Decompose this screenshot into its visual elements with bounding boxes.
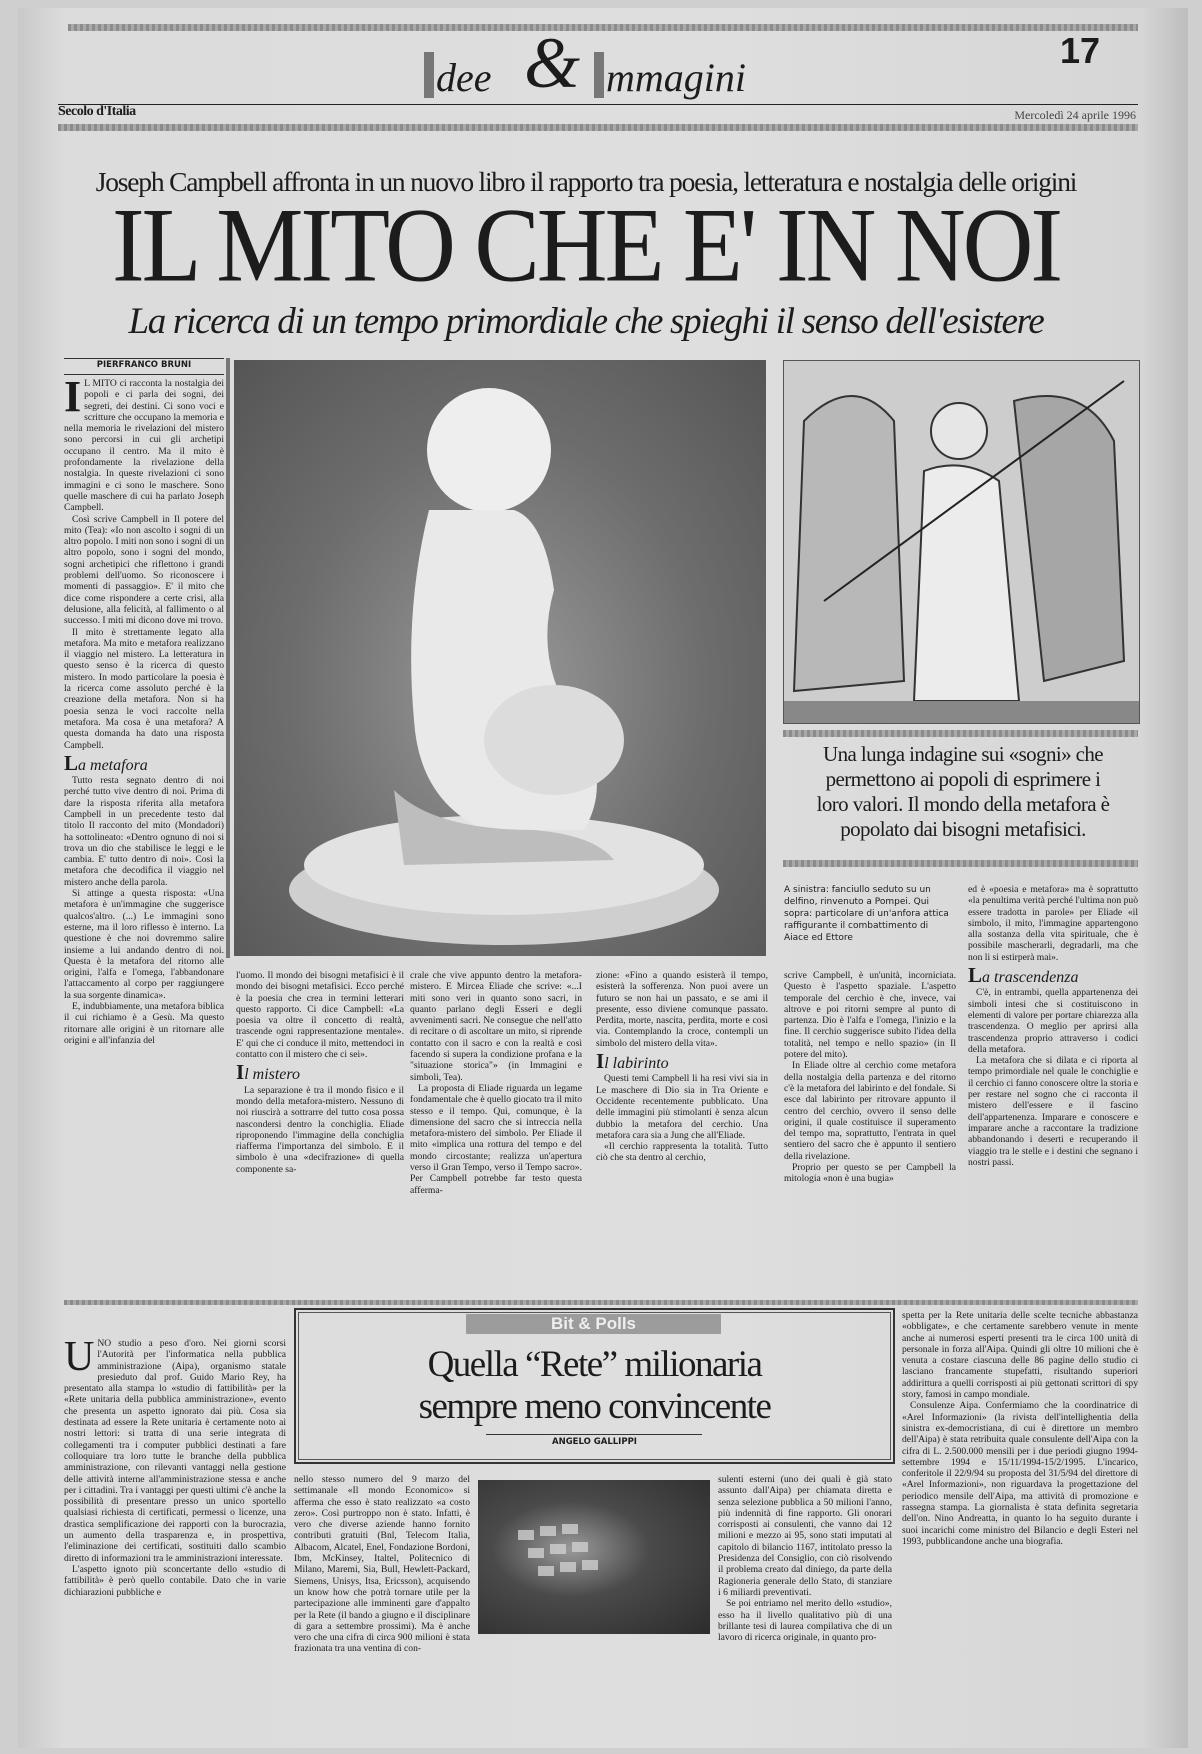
- paragraph: Si attinge a questa risposta: «Una metafora è un'immagine che suggerisce qualcos'altro. (...) Le immagini sono esterne, ma il loro riflesso è interno. La questione è che noi dovremmo salire insieme a lui andando dentro di noi. Questa è la metafora del ritorno alle origini, l'alfa e l'omega, l'abbandonare l'attaccamento al corpo per raggiungere la sua sorgente dinamica».: [64, 888, 224, 1001]
- second-article-column-1: [64, 1338, 286, 1748]
- second-headline-line2: sempre meno convincente: [418, 1386, 771, 1427]
- subhead-metafora: La metafora: [64, 750, 148, 775]
- newspaper-page: [18, 8, 1188, 1748]
- statue-image: [234, 360, 766, 956]
- paragraph: NO studio a peso d'oro. Nei giorni scorsi l'Autorità per l'informatica nella pubblica amministrazione (Aipa), organismo statale presieduto dal prof. Guido Mario Rey, ha presentato alla stampa lo «studio di fattibilità» per la «Rete unitaria della pubblica amministrazione», evento che presenta un aspetto ignorato dai più. Cosa sia destinata ad essere la Rete unitaria è certamente noto ai nostri lettori: si tratta di una serie integrata di collegamenti tra i computer pubblici destinati a fare colloquiare tra loro tutte le branche della pubblica amministrazione, con rilevanti vantaggi nella gestione delle attività interne all'amministrazione stessa e anche per i cittadini. Tra i vantaggi per questi ultimi c'è anche la possibilità di presentare presso un unico sportello qualsiasi richiesta di certificati, permessi o licenze, una drastica semplificazione dei rapporti con la burocrazia, un aumento della trasparenza e, in prospettiva, l'eliminazione dei certificati, sostituiti dallo scambio diretto di informazioni tra le amministrazioni interessate.: [64, 1338, 286, 1564]
- greek-vase-photo: [783, 360, 1140, 724]
- paragraph: sulenti esterni (uno dei quali è già stato assunto dall'Aipa) per chiamata diretta e senza selezione pubblica a 50 milioni l'anno, più indennità di fine rapporto. Gli onorari corrisposti ai consulenti, che vanno dai 12 milioni e mezzo ai 95, sono stati imputati al capitolo di bilancio 1167, intitolato presso la Presidenza del Consiglio, con ciò risolvendo il problema creato dal diniego, da parte della Ragioneria generale dello Stato, di stanziare i 6 miliardi preventivati.: [718, 1474, 892, 1598]
- paragraph: L'aspetto ignoto più sconcertante dello «studio di fattibilità» è però quello contabile. Dato che in varie dichiarazioni pubbliche e: [64, 1563, 286, 1598]
- section-initial-block-1: [424, 52, 434, 98]
- drop-cap: U: [64, 1338, 95, 1380]
- paragraph: L MITO ci racconta la nostalgia dei popoli e ci parla dei sogni, dei segreti, dei destini. Ci sono voci e scritture che occupano la memoria e nella memoria le rivelazioni del mistero sono percorsi in cui gli archetipi occupano il centro. Ma il mito è profondamente la rivelazione della nostalgia. In queste rivelazioni ci sono immagini e ci sono le maschere. Sono quelle maschere di cui ha parlato Joseph Campbell.: [64, 378, 224, 514]
- newspaper-name: Secolo d'Italia: [58, 104, 136, 119]
- paragraph: In Eliade oltre al cerchio come metafora della nostalgia della partenza e del ritorno c'è la metafora del labirinto e del fondale. Si esce dal labirinto per ritrovare appunto il centro del cerchio, ovvero il senso delle origini, il quale costituisce il superamento del tempo ma, soprattutto, l'entrata in quel sentiero del sacro che è appunto il sentiero della rivelazione.: [784, 1060, 956, 1162]
- paragraph: «Il cerchio rappresenta la totalità. Tutto ciò che sta dentro al cerchio,: [596, 1141, 768, 1164]
- pullquote: Una lunga indagine sui «sogni» che permettono ai popoli di esprimere i loro valori. Il mondo della metafora è popolato dai bisogni metafisici.: [816, 742, 1110, 841]
- paragraph: La metafora che si dilata e ci riporta al tempo primordiale nel quale le conchiglie e il cerchio ci fanno conoscere oltre la storia e per restare nel sogno che ci racconta il mistero dell'essere e il fascino dell'appartenenza. Imparare e conoscere e imparare anche a raccontare la tradizione abbandonando i deserti e recuperando il viaggio tra le stelle e i destini che segnano i nostri passi.: [968, 1055, 1138, 1168]
- article-column-4: [596, 970, 768, 1290]
- photo-caption: A sinistra: fanciullo seduto su un delfino, rinvenuto a Pompei. Qui sopra: particolare di un'anfora attica raffigurante il combattimento di Aiace ed Ettore: [784, 885, 949, 943]
- drop-cap: I: [64, 378, 82, 421]
- paragraph: Consulenze Aipa. Confermiamo che la coordinatrice di «Arel Informazioni» (la rivista dell'intellighentia della sinistra ex-democristiana, di cui è direttore un membro dell'Aipa) è stata retribuita quale consulente dell'Aipa con la cifra di L. 2.500.000 mensili per i due periodi giugno 1994-settembre 1994 e 15/11/1994-15/2/1995. L'incarico, conferitole il 22/9/94 su proposta del 31/5/94 del direttore di «Arel Informazioni», non riguardava la progettazione del periodico mensile dell'Aipa, ma attività di promozione e rassegna stampa. La giornalista è stata definita segretaria dell'on. Nino Andreatta, in quanto lo ha seguito durante i suoi incarichi come ministro del Bilancio e degli Esteri nel 1993, pubblicandone anche una biografia.: [902, 1400, 1138, 1547]
- statue-photo: [234, 360, 766, 956]
- headline-box: [294, 1308, 895, 1464]
- column-divider: [226, 358, 230, 958]
- issue-date: Mercoledì 24 aprile 1996: [1014, 108, 1136, 122]
- article-column-1: [64, 378, 224, 1290]
- byline-rule: [486, 1434, 702, 1435]
- second-article-column-4: [902, 1310, 1138, 1748]
- article-column-2: [236, 970, 404, 1290]
- second-article-column-2: [294, 1474, 470, 1748]
- second-article-column-3: [718, 1474, 892, 1748]
- section-separator: [64, 1300, 1138, 1305]
- section-title: [406, 23, 786, 103]
- article-column-3: [410, 970, 582, 1290]
- paragraph: Così scrive Campbell in Il potere del mito (Tea): «Io non ascolto i sogni di un altro popolo. I miti non sono i sogni di un altro popolo, sono i sogni del mondo, sogni archetipici che riflettono i grandi problemi dell'uomo. So riconoscere i momenti di passaggio». E' il mito che dice come rispondere a certe crisi, alla delusione, alla felicità, al fallimento o al successo. I miti mi dicono dove mi trovo.: [64, 513, 224, 627]
- subhead-labirinto: Il labirinto: [596, 1049, 669, 1074]
- headline: IL MITO CHE E' IN NOI: [111, 187, 1061, 305]
- network-photo: [478, 1480, 710, 1634]
- header-band-bottom: [58, 124, 1138, 131]
- paragraph: Proprio per questo se per Campbell la mitologia «non è una bugia»: [784, 1162, 956, 1185]
- section-title-part2: mmagini: [606, 55, 746, 100]
- paragraph: ed è «poesia e metafora» ma è soprattutto «la penultima verità perché l'ultima non può essere tradotta in parole» per Eliade «il simbolo, il mito, l'immagine appartengono alla sostanza della vita spirituale, che è possibile mascherarli, degradarli, ma che non li si estirperà mai».: [968, 884, 1138, 963]
- pullquote-band-bottom: [783, 860, 1138, 867]
- second-byline: ANGELO GALLIPPI: [552, 1437, 637, 1447]
- subhead-trascendenza: La trascendenza: [968, 963, 1079, 988]
- paragraph: nello stesso numero del 9 marzo del settimanale «Il mondo Economico» si afferma che esso è stato realizzato «a costo zero». Così purtroppo non è stato. Infatti, è vero che diverse aziende hanno fornito contributi gratuiti (Bnl, Telecom Italia, Albacom, Alcatel, Enel, Fondazione Bordoni, Ibm, McKinsey, Italtel, Politecnico di Milano, Maremi, Sia, Bull, Hewlett-Packard, Siemens, Unisys, Itsa, Ericsson), acquisendo un know how che potrà tornare utile per la partecipazione alle imminenti gare d'appalto per la Rete (il bando a giugno e il disciplinare di gara a settembre prossimi). Ma è anche vero che una cifra di circa 900 milioni è stata frazionata tra una ventina di con-: [294, 1474, 470, 1655]
- article-column-6: [968, 884, 1138, 1290]
- paragraph: Questi temi Campbell li ha resi vivi sia in Le maschere di Dio sia in Tra Oriente e Occidente recentemente pubblicato. Una delle immagini più stimolanti è senza alcun dubbio la metafora del cerchio. Una metafora cara sia a Jung che all'Eliade.: [596, 1073, 768, 1141]
- byline: PIERFRANCO BRUNI: [96, 360, 192, 370]
- paragraph: E, indubbiamente, una metafora biblica il cui richiamo è a Gesù. Ma questo ritornare alle origini è un ritornare alle origini e all'infanzia del: [64, 1001, 224, 1046]
- paragraph: crale che vive appunto dentro la metafora-mistero. E Mircea Eliade che scrive: «...I miti sono veri in quanto sono sacri, in quanto parlano degli Esseri e degli avvenimenti sacri. Ne consegue che nell'atto di recitare o di ascoltare un mito, si riprende contatto con il sacro e con la realtà e così facendo si supera la condizione profana e la "situazione storica"» (in Immagini e simboli, Tea).: [410, 970, 582, 1083]
- section-ampersand: &: [524, 23, 581, 103]
- subheadline: La ricerca di un tempo primordiale che spieghi il senso dell'esistere: [128, 301, 1044, 342]
- paragraph: zione: «Fino a quando esisterà il tempo, esisterà la sofferenza. Non puoi avere un futuro se non hai un passato, e se ami il presente, esso diviene comunque passato. Perdita, morte, nascita, perdita, morte e così via. Contemplando la croce, contempli un simbolo del mistero della vita».: [596, 970, 768, 1049]
- paragraph: Se poi entriamo nel merito dello «studio», esso ha il livello qualitativo più di una brillante tesi di laurea compilativa che di un lavoro di ricerca originale, in quanto pro-: [718, 1598, 892, 1644]
- byline-rule-bottom: [64, 374, 224, 375]
- pullquote-band-top: [783, 730, 1138, 737]
- paragraph: La separazione è tra il mondo fisico e il mondo della metafora-mistero. Nessuno di noi riuscirà a sottrarre del tutto cosa possa nascondersi dentro la conchiglia. Eliade riproponendo l'immagine della conchiglia riafferma l'importanza del simbolo. E il simbolo è una «decifrazione» di quella componente sa-: [236, 1084, 404, 1175]
- subhead-mistero: Il mistero: [236, 1060, 301, 1085]
- rubric-label: Bit & Polls: [466, 1314, 721, 1334]
- paragraph: Il mito è strettamente legato alla metafora. Ma mito e metafora realizzano il viaggio nel mistero. La letteratura in questo senso è la ricerca di questo mistero. In modo particolare la poesia è la ricerca come assoluto perché è la creazione della metafora. Non si ha poesia senza le voci raccolte nella metafora. Ma cosa è una metafora? A questa domanda ha dato una risposta Campbell.: [64, 626, 224, 751]
- section-initial-block-2: [594, 52, 604, 98]
- paragraph: La proposta di Eliade riguarda un legame fondamentale che è quello giocato tra il mito stesso e il tempo. Qui, comunque, è la dimensione del sacro che si intreccia nella metafora-mistero del simbolo. Per Eliade il mito «implica una rottura del tempo e del mondo circostante; realizza un'apertura verso il Gran Tempo, verso il Tempo sacro». Per Campbell potrebbe far testo questa afferma-: [410, 1082, 582, 1196]
- kicker: Joseph Campbell affronta in un nuovo libro il rapporto tra poesia, letteratura e nostalgia delle origini: [95, 166, 1077, 197]
- computer-network-image: [478, 1480, 710, 1634]
- section-title-part1: dee: [436, 55, 492, 100]
- byline-rule: [64, 358, 224, 359]
- page-number: 17: [1060, 30, 1101, 71]
- article-column-5: [784, 970, 956, 1290]
- paragraph: C'è, in entrambi, quella appartenenza dei simboli intesi che si costituiscono in elementi di valore per portare chiarezza alla trascendenza. O meglio per aprirsi alla trascendenza proprio attraverso i codici della metafora.: [968, 987, 1138, 1055]
- paragraph: l'uomo. Il mondo dei bisogni metafisici è il mondo dei bisogni metafisici. Ecco perché è la poesia che crea in termini letterari questo rapporto. Ci dice Campbell: «La poesia va oltre il concetto di realtà, trascende ogni rappresentazione mentale». E' qui che ci conduce il mito, mettendoci in contatto con il mistero che ci sei».: [236, 970, 404, 1061]
- header-band-top: [68, 24, 1138, 31]
- paragraph: spetta per la Rete unitaria delle scelte tecniche abbastanza «obbligate», e che certamente sarebbero venute in mente anche ai numerosi esperti presenti tra le circa 100 unità di personale in forza all'Aipa. Quindi gli oltre 10 milioni che è venuta a costare ciascuna delle 86 pagine dello studio ci lasciano francamente stupefatti, risultando superiori addirittura a quelli corrisposti ai più gettonati scrittori di spy story, famosi in campo mondiale.: [902, 1310, 1138, 1401]
- header-rule: [58, 104, 1138, 105]
- paragraph: Tutto resta segnato dentro di noi perché tutto vive dentro di noi. Prima di dare la risposta riferita alla metafora Campbell in un precedente testo dal titolo Il racconto del mito (Mondadori) ha sottolineato: «Dentro ognuno di noi si trova un dio che stabilisce le leggi e le cambia. E' tutto dentro di noi». Così la metafora che decodifica il viaggio nel mistero anche della parola.: [64, 775, 224, 888]
- second-headline-line1: Quella “Rete” milionaria: [427, 1344, 762, 1385]
- paragraph: scrive Campbell, è un'unità, incorniciata. Questo è l'aspetto spaziale. L'aspetto temporale del cerchio è che, invece, vai altrove e poi ritorni sempre al punto di partenza. Dio è l'alfa e l'omega, l'inizio e la fine. Il cerchio suggerisce subito l'idea della totalità, nel tempo e nello spazio» (in Il potere del mito).: [784, 970, 956, 1061]
- vase-figures-image: [784, 361, 1139, 723]
